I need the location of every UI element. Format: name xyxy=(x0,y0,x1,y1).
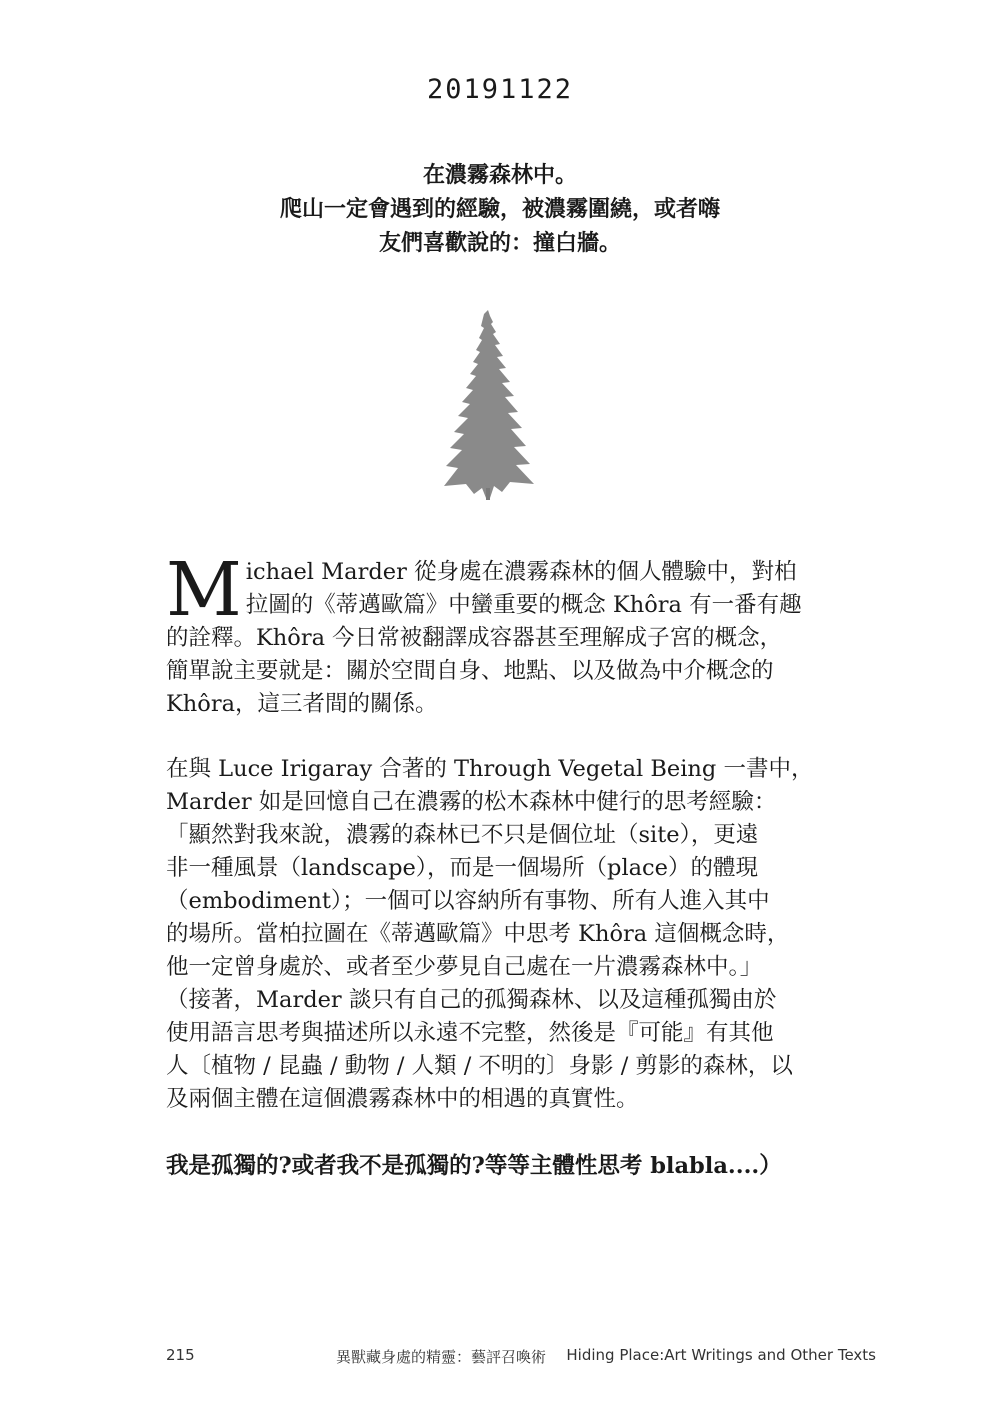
text-line: 的詮釋。Khôra 今日常被翻譯成容器甚至理解成子宮的概念， xyxy=(166,625,783,651)
text-line: 拉圖的《蒂邁歐篇》中蠻重要的概念 Khôra 有一番有趣 xyxy=(245,592,802,618)
text-line: 簡單說主要就是：關於空間自身、地點、以及做為中介概念的 xyxy=(166,658,774,684)
text-line: ichael Marder 從身處在濃霧森林的個人體驗中，對柏 xyxy=(245,559,797,585)
page-number: 215 xyxy=(166,1346,195,1364)
text-line: 他一定曾身處於、或者至少夢見自己處在一片濃霧森林中。」 xyxy=(166,954,763,980)
text-line: 非一種風景（landscape），而是一個場所（place）的體現 xyxy=(166,855,758,881)
paragraph-solitude xyxy=(166,1150,876,1183)
running-title-zh: 異獸藏身處的精靈：藝評召喚術 xyxy=(336,1348,547,1366)
drop-cap: M xyxy=(166,547,242,633)
paragraph-khora xyxy=(166,547,876,721)
text-line: 的場所。當柏拉圖在《蒂邁歐篇》中思考 Khôra 這個概念時， xyxy=(166,921,790,947)
text-line: （embodiment）；一個可以容納所有事物、所有人進入其中 xyxy=(166,888,770,914)
text-line: Khôra，這三者間的關係。 xyxy=(166,691,438,717)
paragraph-vegetal-being xyxy=(166,753,876,1116)
entry-date: 20191122 xyxy=(426,74,574,105)
text-line: Marder 如是回憶自己在濃霧的松木森林中健行的思考經驗： xyxy=(166,789,777,815)
intro-line: 爬山一定會遇到的經驗，被濃霧圍繞，或者嗨 xyxy=(279,196,720,222)
pine-tree-icon xyxy=(440,308,536,502)
text-line: 在與 Luce Irigaray 合著的 Through Vegetal Being 一書中， xyxy=(166,756,814,782)
intro-line: 友們喜歡說的：撞白牆。 xyxy=(378,230,621,256)
text-line: 及兩個主體在這個濃霧森林中的相遇的真實性。 xyxy=(166,1086,639,1112)
running-title-en: Hiding Place:Art Writings and Other Texts xyxy=(566,1346,876,1364)
text-line: 使用語言思考與描述所以永遠不完整，然後是『可能』有其他 xyxy=(166,1020,774,1046)
text-line: （接著，Marder 談只有自己的孤獨森林、以及這種孤獨由於 xyxy=(166,987,777,1013)
intro-verse xyxy=(0,158,1000,260)
text-line: 我是孤獨的?或者我不是孤獨的?等等主體性思考 blabla....） xyxy=(166,1153,782,1179)
intro-line: 在濃霧森林中。 xyxy=(422,162,577,188)
text-line: 「顯然對我來說，濃霧的森林已不只是個位址（site），更遠 xyxy=(166,822,759,848)
page-footer xyxy=(166,1346,876,1370)
text-line: 人〔植物 / 昆蟲 / 動物 / 人類 / 不明的〕身影 / 剪影的森林，以 xyxy=(166,1053,793,1079)
